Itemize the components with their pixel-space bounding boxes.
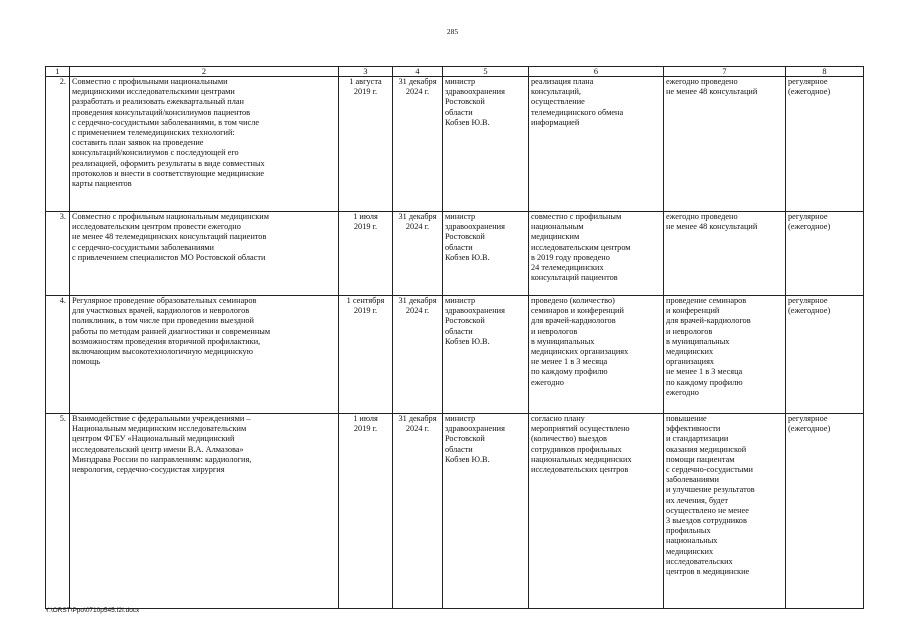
row-number: 4. <box>46 296 70 414</box>
end-date-cell: 31 декабря 2024 г. <box>393 296 443 414</box>
start-date-cell: 1 августа 2019 г. <box>339 77 393 212</box>
frequency-cell: регулярное (ежегодное) <box>786 296 864 414</box>
result-cell: проведено (количество) семинаров и конференций для врачей-кардиологов и неврологов в муниципальных медицинских организациях не менее 1 в 3 месяца по каждому профилю ежегодно <box>529 296 664 414</box>
start-date-cell: 1 июля 2019 г. <box>339 414 393 609</box>
frequency-cell: регулярное (ежегодное) <box>786 414 864 609</box>
end-date-cell: 31 декабря 2024 г. <box>393 414 443 609</box>
file-path-footer: Y:\ORST\Ppo\0710p545.f2I.docx <box>45 607 140 614</box>
table-row <box>46 77 864 212</box>
header-cell: 3 <box>339 67 393 77</box>
header-cell: 6 <box>529 67 664 77</box>
responsible-cell: министр здравоохранения Ростовской области Кобзев Ю.В. <box>443 77 529 212</box>
header-cell: 2 <box>70 67 339 77</box>
header-cell: 4 <box>393 67 443 77</box>
end-date-cell: 31 декабря 2024 г. <box>393 77 443 212</box>
activity-cell: Взаимодействие с федеральными учреждениями – Национальным медицинским исследовательским центром ФГБУ «Национальный медицинский исследовательский центр имени В.А. Алмазова» Минздрава России по направлениям: кардиология, неврология, сердечно-сосудистая хирургия <box>70 414 339 609</box>
activity-cell: Регулярное проведение образовательных семинаров для участковых врачей, кардиологов и неврологов поликлиник, в том числе при проведении выездной работы по методам ранней диагностики и современным возможностям проведения вторичной профилактики, включающим высокотехнологичную медицинскую помощь <box>70 296 339 414</box>
row-number: 5. <box>46 414 70 609</box>
indicator-cell: повышение эффективности и стандартизации оказания медицинской помощи пациентам с сердечно-сосудистыми заболеваниями и улучшение результатов их лечения, будет осуществлено не менее 3 выездов сотрудников профильных национальных медицинских исследовательских центров в медицинские <box>664 414 786 609</box>
page-number: 285 <box>446 27 459 36</box>
row-number: 2. <box>46 77 70 212</box>
header-cell: 1 <box>46 67 70 77</box>
header-cell: 5 <box>443 67 529 77</box>
responsible-cell: министр здравоохранения Ростовской области Кобзев Ю.В. <box>443 212 529 296</box>
row-number: 3. <box>46 212 70 296</box>
frequency-cell: регулярное (ежегодное) <box>786 212 864 296</box>
responsible-cell: министр здравоохранения Ростовской области Кобзев Ю.В. <box>443 296 529 414</box>
result-cell: согласно плану мероприятий осуществлено (количество) выездов сотрудников профильных национальных медицинских исследовательских центров <box>529 414 664 609</box>
frequency-cell: регулярное (ежегодное) <box>786 77 864 212</box>
start-date-cell: 1 сентября 2019 г. <box>339 296 393 414</box>
indicator-cell: ежегодно проведено не менее 48 консультаций <box>664 77 786 212</box>
start-date-cell: 1 июля 2019 г. <box>339 212 393 296</box>
measures-table <box>45 66 864 609</box>
indicator-cell: проведение семинаров и конференций для врачей-кардиологов и неврологов в муниципальных медицинских организациях не менее 1 в 3 месяца по каждому профилю ежегодно <box>664 296 786 414</box>
table-row <box>46 212 864 296</box>
indicator-cell: ежегодно проведено не менее 48 консультаций <box>664 212 786 296</box>
column-number-row <box>46 67 864 77</box>
end-date-cell: 31 декабря 2024 г. <box>393 212 443 296</box>
activity-cell: Совместно с профильными национальными медицинскими исследовательскими центрами разработать и реализовать ежеквартальный план проведения консультаций/консилиумов пациентов с сердечно-сосудистыми заболеваниями, в том числе с применением телемедицинских технологий: составить план заявок на проведение консультаций/консилиумов с последующей его реализацией, оформить результаты в виде совместных протоколов и внести в соответствующие медицинские карты пациентов <box>70 77 339 212</box>
responsible-cell: министр здравоохранения Ростовской области Кобзев Ю.В. <box>443 414 529 609</box>
result-cell: совместно с профильным национальным медицинским исследовательским центром в 2019 году проведено 24 телемедицинских консультаций пациентов <box>529 212 664 296</box>
header-cell: 8 <box>786 67 864 77</box>
table-row <box>46 414 864 609</box>
table-row <box>46 296 864 414</box>
header-cell: 7 <box>664 67 786 77</box>
activity-cell: Совместно с профильным национальным медицинским исследовательским центром провести ежегодно не менее 48 телемедицинских консультаций пациентов с сердечно-сосудистыми заболеваниями с привлечением специалистов МО Ростовской области <box>70 212 339 296</box>
result-cell: реализация плана консультаций, осуществление телемедицинского обмена информацией <box>529 77 664 212</box>
